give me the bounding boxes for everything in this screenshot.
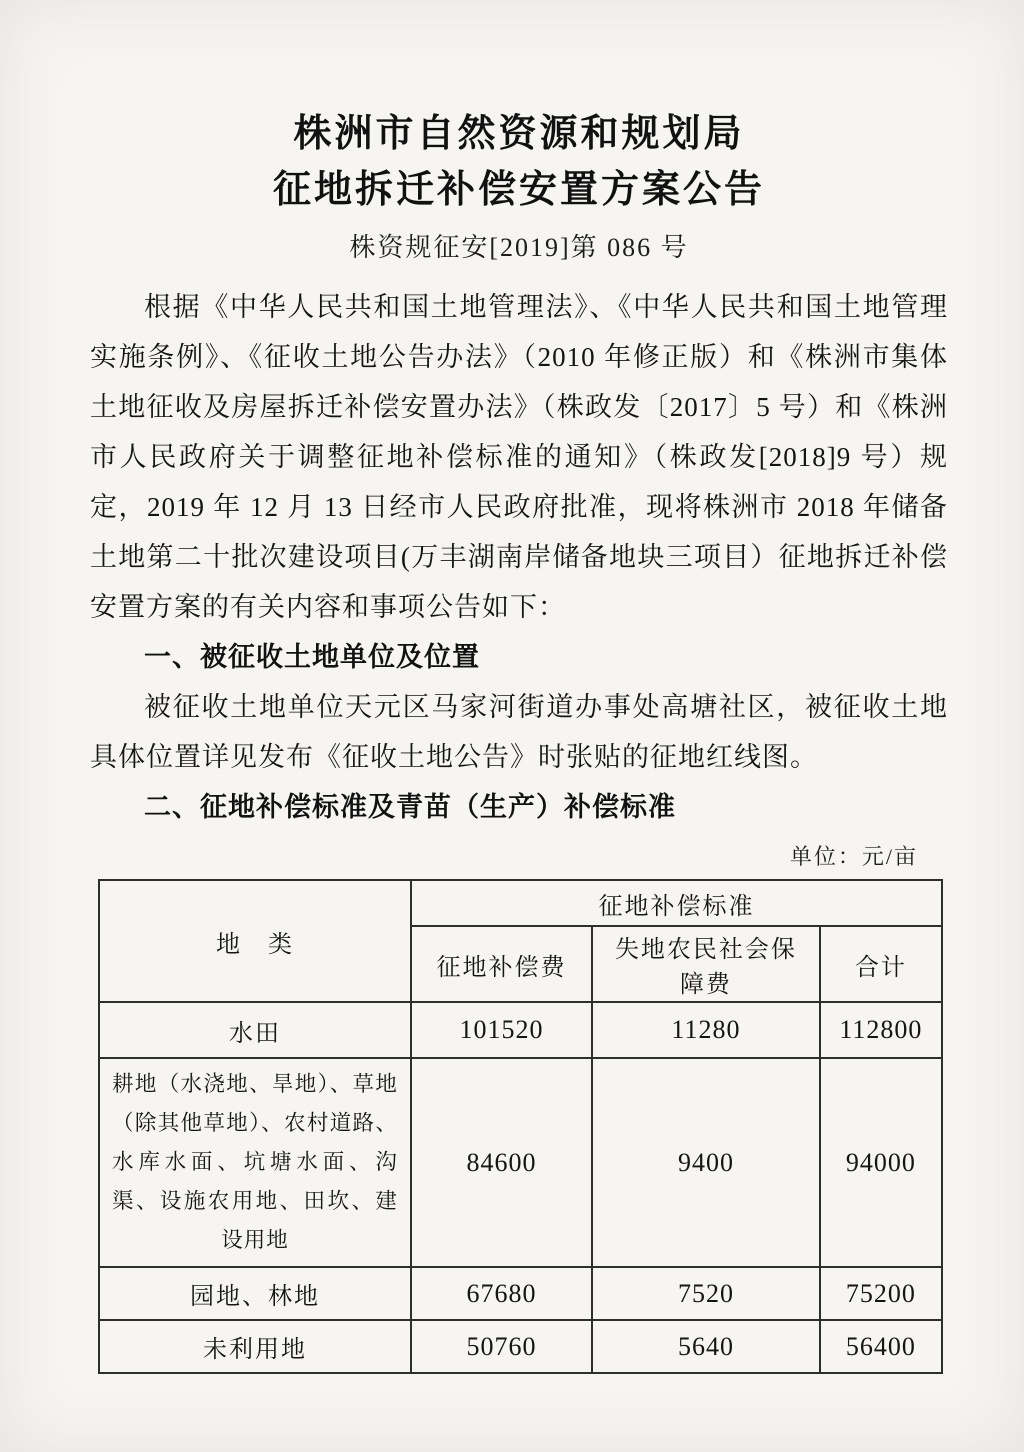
table-header-row-1 bbox=[99, 880, 942, 926]
cell-total: 94000 bbox=[820, 1058, 942, 1267]
section-2-heading: 二、征地补偿标准及青苗（生产）补偿标准 bbox=[144, 792, 676, 822]
document-title-line2: 征地拆迁补偿安置方案公告 bbox=[272, 169, 765, 211]
header-social-security-fee: 失地农民社会保障费 bbox=[592, 926, 820, 1002]
header-land-type: 地 类 bbox=[99, 880, 411, 1002]
cell-social-security: 9400 bbox=[592, 1058, 820, 1267]
cell-total: 112800 bbox=[820, 1002, 942, 1058]
section-1-paragraph: 被征收土地单位天元区马家河街道办事处高塘社区，被征收土地具体位置详见发布《征收土地公告》时张贴的征地红线图。 bbox=[90, 692, 948, 772]
cell-compensation: 101520 bbox=[411, 1002, 592, 1058]
compensation-table bbox=[98, 879, 943, 1374]
cell-land-type: 未利用地 bbox=[99, 1320, 411, 1373]
cell-land-type: 耕地（水浇地、旱地）、草地（除其他草地）、农村道路、水库水面、坑塘水面、沟渠、设施农用地、田坎、建设用地 bbox=[99, 1058, 411, 1267]
cell-land-type: 水田 bbox=[99, 1002, 411, 1058]
cell-compensation: 50760 bbox=[411, 1320, 592, 1373]
header-compensation-fee: 征地补偿费 bbox=[411, 926, 592, 1002]
table-row bbox=[99, 1267, 942, 1320]
header-total: 合计 bbox=[820, 926, 942, 1002]
cell-social-security: 5640 bbox=[592, 1320, 820, 1373]
cell-social-security: 7520 bbox=[592, 1267, 820, 1320]
header-compensation-standard-group: 征地补偿标准 bbox=[411, 880, 942, 926]
document-number: 株资规征安[2019]第 086 号 bbox=[349, 233, 689, 262]
intro-paragraph: 根据《中华人民共和国土地管理法》、《中华人民共和国土地管理实施条例》、《征收土地公告办法》（2010 年修正版）和《株洲市集体土地征收及房屋拆迁补偿安置办法》（株政发〔2017〕5 号）和《株洲市人民政府关于调整征地补偿标准的通知》（株政发[2018]9 号）规定，2019 年 12 月 13 日经市人民政府批准，现将株洲市 2018 年储备土地第二十批次建设项目(万丰湖南岸储备地块三项目）征地拆迁补偿安置方案的有关内容和事项公告如下： bbox=[90, 292, 948, 622]
table-unit-label: 单位：元/亩 bbox=[789, 844, 918, 869]
table-row bbox=[99, 1320, 942, 1373]
cell-compensation: 67680 bbox=[411, 1267, 592, 1320]
table-row bbox=[99, 1058, 942, 1267]
document-title-line1: 株洲市自然资源和规划局 bbox=[293, 113, 745, 155]
cell-land-type: 园地、林地 bbox=[99, 1267, 411, 1320]
section-1-heading: 一、被征收土地单位及位置 bbox=[144, 642, 480, 672]
cell-total: 75200 bbox=[820, 1267, 942, 1320]
cell-compensation: 84600 bbox=[411, 1058, 592, 1267]
cell-total: 56400 bbox=[820, 1320, 942, 1373]
cell-social-security: 11280 bbox=[592, 1002, 820, 1058]
table-row bbox=[99, 1002, 942, 1058]
